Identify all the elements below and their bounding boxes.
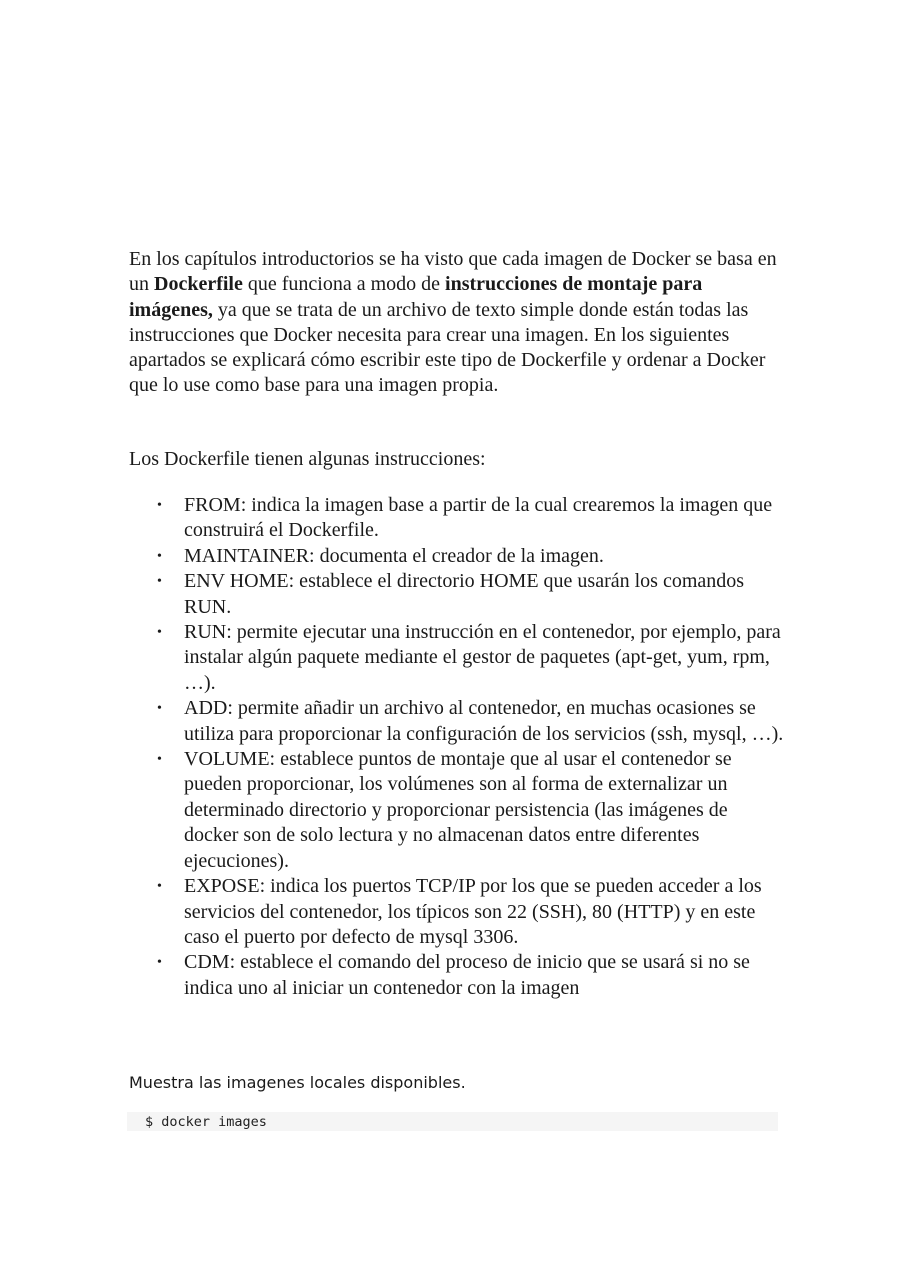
bullet-icon: •: [157, 574, 162, 590]
list-item: [157, 569, 784, 620]
list-item: [157, 950, 784, 1001]
list-item-text: EXPOSE: indica los puertos TCP/IP por los que se pueden acceder a los servicios del contenedor, los típicos son 22 (SSH), 80 (HTTP) y en este caso el puerto por defecto de mysql 3306.: [184, 875, 762, 948]
images-note: Muestra las imagenes locales disponibles.: [129, 1073, 466, 1092]
intro-paragraph: [129, 247, 779, 399]
intro-text-1: En los capítulos introductorios se ha visto que cada imagen de Docker se basa en un: [129, 248, 777, 296]
bullet-icon: •: [157, 752, 162, 768]
bullet-icon: •: [157, 498, 162, 513]
intro-bold-dockerfile: Dockerfile: [154, 273, 243, 296]
list-item: [157, 874, 784, 950]
list-item: [157, 747, 784, 874]
list-item: [157, 696, 784, 747]
bullet-icon: •: [157, 701, 162, 717]
intro-bold-instrucciones: instrucciones de montaje para imágenes,: [129, 273, 703, 321]
list-item-text: ENV HOME: establece el directorio HOME que usarán los comandos RUN.: [184, 570, 745, 618]
bullet-icon: •: [157, 879, 162, 895]
bullet-icon: •: [157, 955, 162, 971]
code-command: $ docker images: [145, 1114, 267, 1130]
instructions-lead: Los Dockerfile tienen algunas instrucciones:: [129, 448, 486, 470]
list-item: [157, 493, 784, 544]
list-item-text: CDM: establece el comando del proceso de inicio que se usará si no se indica uno al iniciar un contenedor con la imagen: [184, 951, 750, 999]
list-item-text: RUN: permite ejecutar una instrucción en el contenedor, por ejemplo, para instalar algún paquete mediante el gestor de paquetes (apt-get, yum, rpm, …).: [184, 621, 781, 694]
bullet-icon: •: [157, 625, 162, 641]
code-block: [127, 1112, 778, 1131]
list-item-text: MAINTAINER: documenta el creador de la imagen.: [184, 544, 604, 567]
instructions-list: [157, 493, 784, 1001]
list-item-text: VOLUME: establece puntos de montaje que al usar el contenedor se pueden proporcionar, los volúmenes son al forma de externalizar un determinado directorio y proporcionar persistencia (las imágenes de docker son de solo lectura y no almacenan datos entre diferentes ejecuciones).: [184, 748, 732, 872]
intro-text-2: que funciona a modo de: [242, 273, 446, 296]
intro-text-3: ya que se trata de un archivo de texto simple donde están todas las instrucciones que Docker necesita para crear una imagen. En los siguientes apartados se explicará cómo escribir este tipo de Dockerfile y ordenar a Docker que lo use como base para una imagen propia.: [129, 298, 766, 397]
list-item: [157, 544, 784, 569]
bullet-icon: •: [157, 548, 162, 564]
list-item-text: ADD: permite añadir un archivo al contenedor, en muchas ocasiones se utiliza para proporcionar la configuración de los servicios (ssh, mysql, …).: [184, 697, 784, 745]
list-item-text: FROM: indica la imagen base a partir de la cual crearemos la imagen que construirá el Dockerfile.: [184, 494, 773, 542]
list-item: [157, 620, 784, 696]
